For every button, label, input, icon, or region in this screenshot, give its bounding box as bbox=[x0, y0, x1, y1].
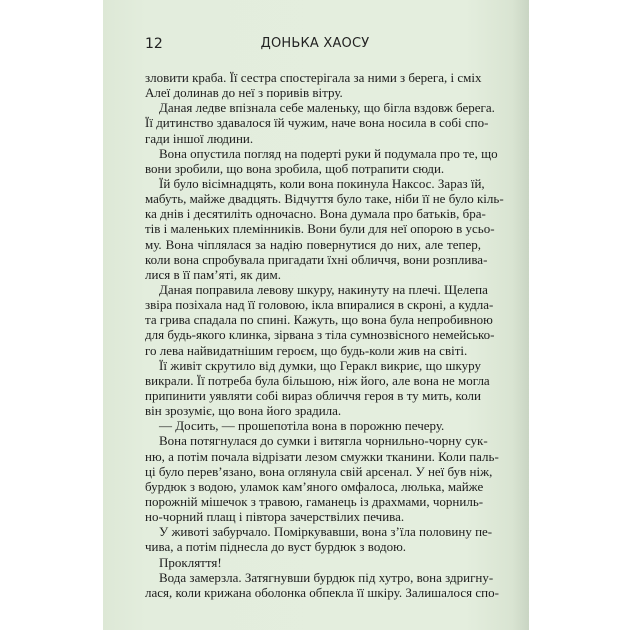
text-line: У животі забурчало. Поміркувавши, вона з’їла половину пе- bbox=[159, 524, 493, 540]
text-line: Їй було вісімнадцять, коли вона покинула Наксос. Зараз їй, bbox=[159, 175, 485, 191]
text-line: Вода замерзла. Затягнувши бурдюк під хутро, вона здригну- bbox=[159, 569, 494, 585]
text-line: вони зробили, що вона зробила, щоб потрапити сюди. bbox=[145, 160, 445, 176]
text-line: для будь-якого клинка, зірвана з тіла сумнозвісного немейсько- bbox=[145, 327, 495, 343]
text-line: Вона опустила погляд на подерті руки й подумала про те, що bbox=[159, 145, 498, 161]
text-line: Даная поправила левову шкуру, накинуту на плечі. Щелепа bbox=[159, 281, 488, 297]
text-line: — Досить, — прошепотіла вона в порожню печеру. bbox=[159, 418, 445, 434]
text-line: коли вона спробувала пригадати їхні обличчя, вони розплива- bbox=[145, 251, 488, 267]
text-line: Прокляття! bbox=[159, 554, 222, 570]
text-line: гади іншої людини. bbox=[145, 130, 254, 146]
text-line: він зрозуміє, що вона його зрадила. bbox=[145, 403, 342, 419]
text-line: зловити краба. Її сестра спостерігала за ними з берега, і сміх bbox=[145, 70, 482, 85]
text-line: ню, а потім почала відрізати лезом смужки тканини. Коли паль- bbox=[145, 448, 499, 464]
text-line: порожній мішечок з травою, гаманець із драхмами, чорниль- bbox=[145, 493, 484, 509]
text-line: звіра позіхала над її головою, ікла впиралися в скроні, а кудла- bbox=[145, 297, 494, 313]
paragraph bbox=[145, 175, 504, 282]
paragraph bbox=[145, 70, 481, 100]
text-line: ці було перев’язано, вона оглянула свій арсенал. У неї був ніж, bbox=[145, 463, 493, 479]
text-line: та грива спадала по спині. Кажуть, що вона була непробивною bbox=[145, 312, 493, 328]
text-line: припинити уявляти собі вираз обличчя героя в ту мить, коли bbox=[145, 387, 481, 403]
paragraph bbox=[145, 433, 499, 525]
text-line: но-чорний плащ і півтора зачерствілих печива. bbox=[145, 509, 405, 525]
text-line: Вона потягнулася до сумки і витягла чорнильно-чорну сук- bbox=[159, 433, 488, 449]
text-line: го лева найвидатнішим героєм, що будь-коли жив на світі. bbox=[145, 342, 468, 358]
text-line: ка днів і десятиліть одночасно. Вона думала про батьків, бра- bbox=[145, 206, 486, 222]
text-line: Її дитинство здавалося їй чужим, наче вона носила в собі спо- bbox=[145, 115, 489, 131]
text-line: тів і маленьких племінників. Вони були для неї опорою в усьо- bbox=[145, 221, 495, 237]
text-line: Алеї долинав до неї з поривів вітру. bbox=[145, 85, 343, 101]
paragraph bbox=[145, 100, 495, 146]
text-line: мабуть, майже двадцять. Відчуття було таке, ніби її не було кіль- bbox=[145, 191, 504, 207]
paragraph bbox=[145, 145, 498, 176]
text-line: му. Вона чіплялася за надію повернутися до них, але тепер, bbox=[145, 236, 481, 252]
body-text bbox=[145, 70, 504, 600]
page-number: 12 bbox=[145, 36, 163, 52]
paragraph bbox=[145, 418, 481, 433]
text-line: викрали. Її потреба була більшою, ніж його, але вона не могла bbox=[145, 372, 490, 388]
text-line: чива, а потім піднесла до вуст бурдюк з водою. bbox=[145, 539, 407, 555]
paragraph bbox=[145, 569, 499, 600]
text-line: лися в її пам’яті, як дим. bbox=[145, 266, 281, 282]
paragraph bbox=[145, 555, 481, 570]
text-line: бурдюк з водою, уламок кам’яного омфалоса, люлька, майже bbox=[145, 478, 484, 494]
paragraph bbox=[145, 281, 495, 358]
text-line: Даная ледве впізнала себе маленьку, що бігла вздовж берега. bbox=[159, 100, 495, 116]
paragraph bbox=[145, 357, 490, 419]
running-title: ДОНЬКА ХАОСУ bbox=[260, 36, 370, 51]
paragraph bbox=[145, 524, 493, 555]
text-line: лася, коли крижана оболонка обпекла її шкіру. Залишалося спо- bbox=[145, 584, 499, 600]
text-line: Її живіт скрутило від думки, що Геракл викриє, що шкуру bbox=[159, 357, 481, 373]
